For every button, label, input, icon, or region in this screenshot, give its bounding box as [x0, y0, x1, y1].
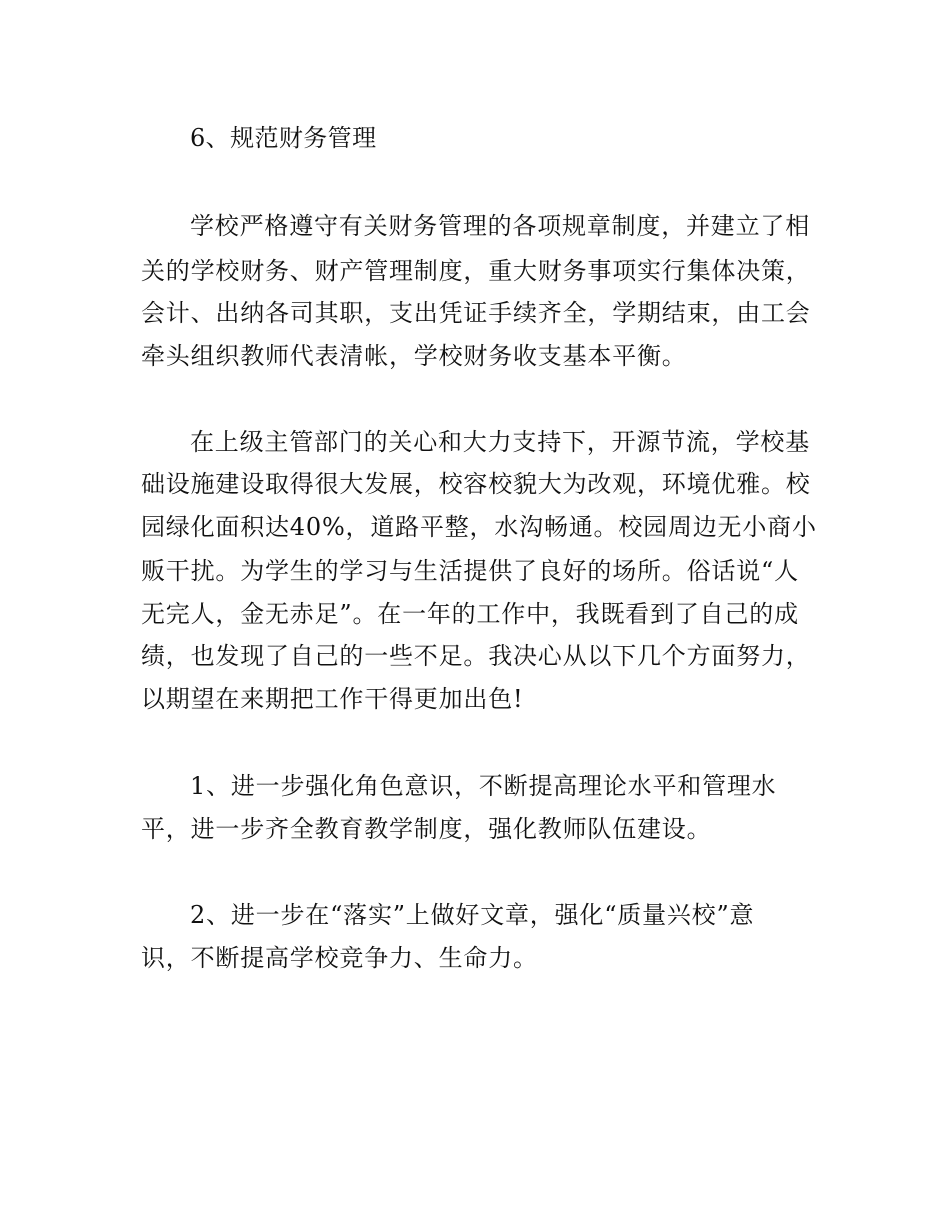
paragraph-line: 在上级主管部门的关心和大力支持下，开源节流，学校基 — [190, 428, 810, 456]
paragraph-line: 学校严格遵守有关财务管理的各项规章制度，并建立了相 — [190, 212, 810, 240]
paragraph-line: 础设施建设取得很大发展，校容校貌大为改观，环境优雅。校 — [141, 470, 811, 498]
paragraph-line: 园绿化面积达40%，道路平整，水沟畅通。校园周边无小商小 — [141, 513, 817, 541]
section-heading: 6、规范财务管理 — [190, 124, 377, 152]
paragraph-line: 绩，也发现了自己的一些不足。我决心从以下几个方面努力， — [141, 642, 811, 670]
paragraph-line: 2、进一步在“落实”上做好文章，强化“质量兴校”意 — [190, 901, 755, 929]
paragraph-line: 牵头组织教师代表清帐，学校财务收支基本平衡。 — [141, 342, 687, 370]
paragraph-line: 平，进一步齐全教育教学制度，强化教师队伍建设。 — [141, 815, 712, 843]
paragraph-line: 以期望在来期把工作干得更加出色! — [141, 685, 524, 713]
paragraph-line: 识，不断提高学校竞争力、生命力。 — [141, 944, 538, 972]
paragraph-line: 贩干扰。为学生的学习与生活提供了良好的场所。俗话说“人 — [141, 557, 799, 585]
paragraph-line: 关的学校财务、财产管理制度，重大财务事项实行集体决策， — [141, 257, 811, 285]
paragraph-line: 1、进一步强化角色意识，不断提高理论水平和管理水 — [190, 772, 777, 800]
paragraph-line: 无完人，金无赤足”。在一年的工作中，我既看到了自己的成 — [141, 600, 799, 628]
paragraph-line: 会计、出纳各司其职，支出凭证手续齐全，学期结束，由工会 — [141, 299, 811, 327]
